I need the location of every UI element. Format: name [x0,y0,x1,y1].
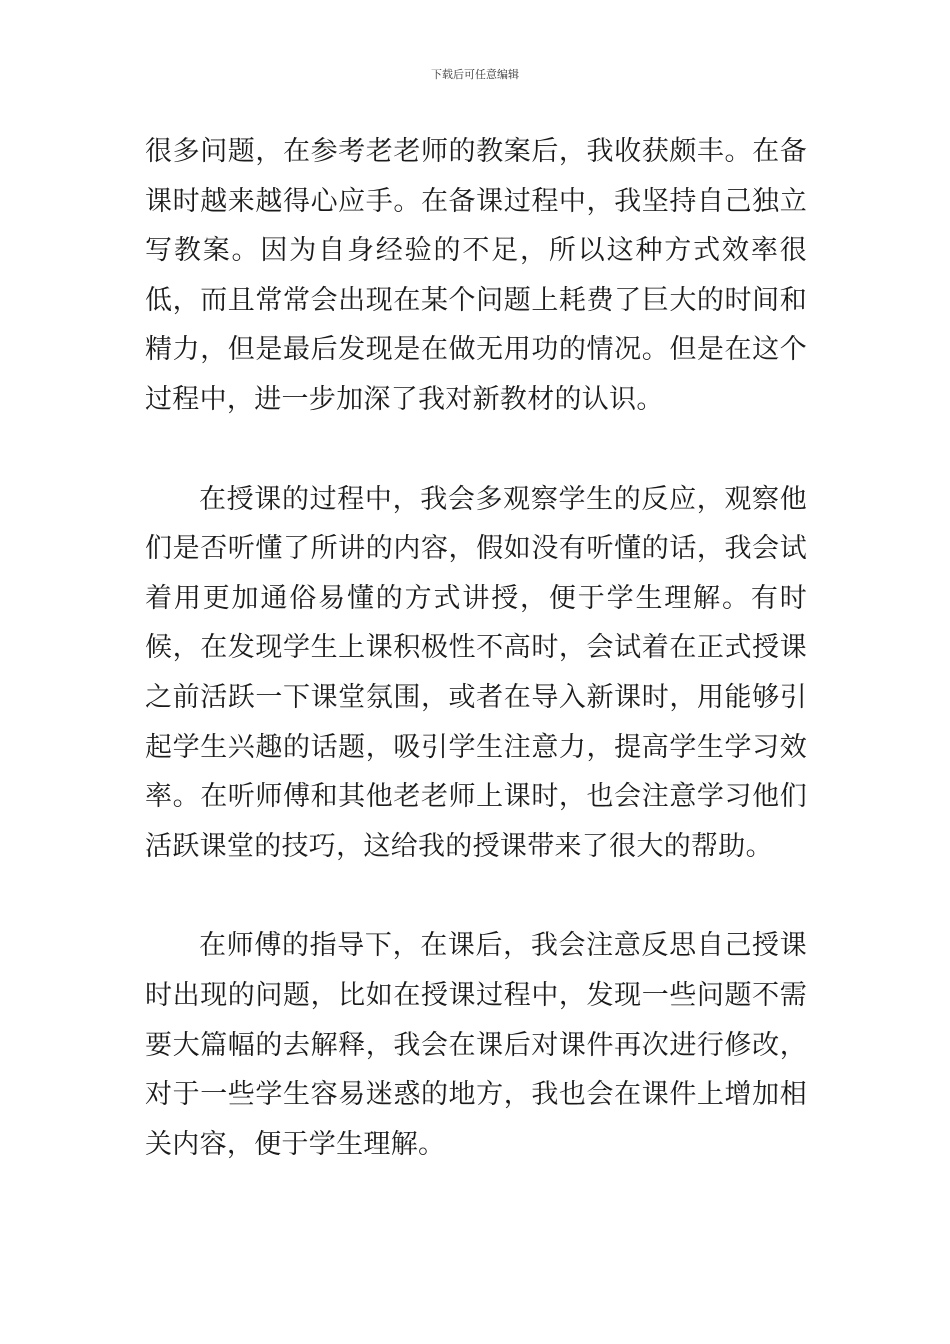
paragraph-1: 很多问题，在参考老老师的教案后，我收获颇丰。在备课时越来越得心应手。在备课过程中，我坚持自己独立写教案。因为自身经验的不足，所以这种方式效率很低，而且常常会出现在某个问题上耗费了巨大的时间和精力，但是最后发现是在做无用功的情况。但是在这个过程中，进一步加深了我对新教材的认识。 [145,136,807,415]
paragraph-2: 在授课的过程中，我会多观察学生的反应，观察他们是否听懂了所讲的内容，假如没有听懂的话，我会试着用更加通俗易懂的方式讲授，便于学生理解。有时候，在发现学生上课积极性不高时，会试着在正式授课之前活跃一下课堂氛围，或者在导入新课时，用能够引起学生兴趣的话题，吸引学生注意力，提高学生学习效率。在听师傅和其他老老师上课时，也会注意学习他们活跃课堂的技巧，这给我的授课带来了很大的帮助。 [145,483,807,862]
paragraph-3: 在师傅的指导下，在课后，我会注意反思自己授课时出现的问题，比如在授课过程中，发现一些问题不需要大篇幅的去解释，我会在课后对课件再次进行修改，对于一些学生容易迷惑的地方，我也会在课件上增加相关内容，便于学生理解。 [145,930,807,1160]
document-body [145,127,807,1169]
page-header: 下载后可任意编辑 [431,68,519,81]
